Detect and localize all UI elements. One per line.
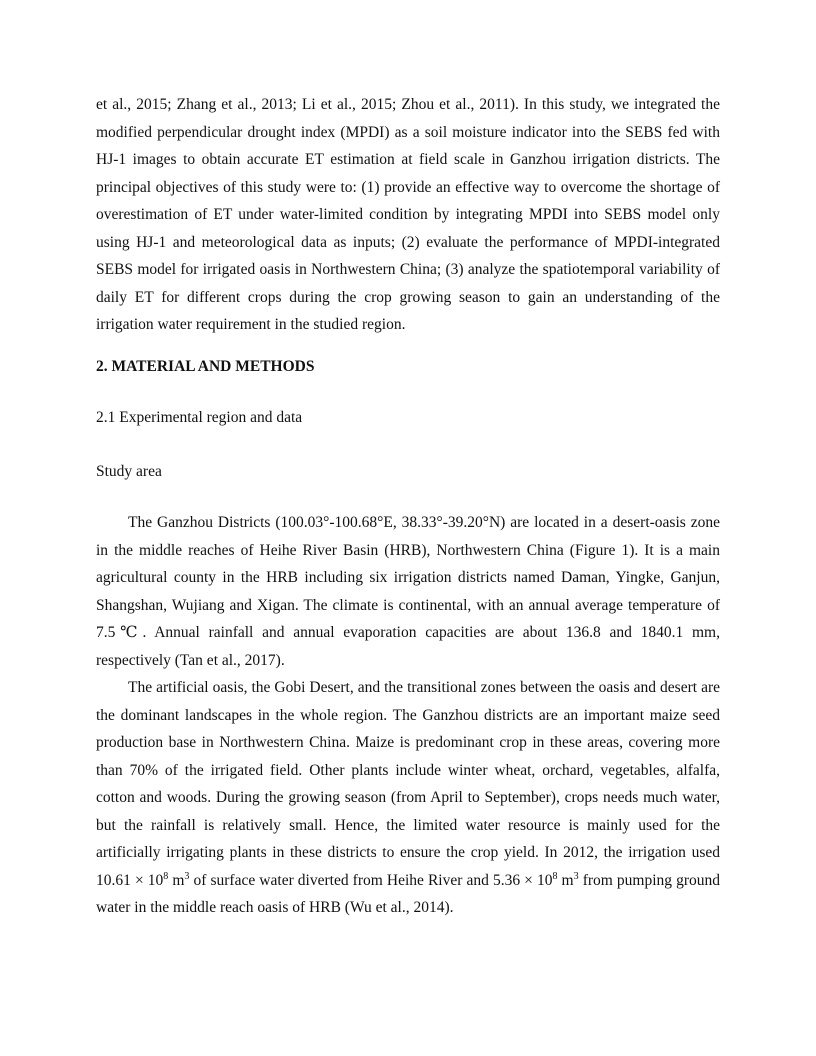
study-area-paragraph-2 (96, 674, 720, 922)
subsubsection-heading: Study area (96, 462, 162, 480)
superscript-exponent: 8 (163, 870, 169, 882)
paragraph-text-segment: The artificial oasis, the Gobi Desert, and the transitional zones between the oasis and desert are the dominant landscapes in the whole region. The Ganzhou districts are an important maize seed production base in Northwestern China. Maize is predominant crop in these areas, covering more than 70% of the irrigated field. Other plants include winter wheat, orchard, vegetables, alfalfa, cotton and woods. During the growing season (from April to September), crops needs much water, but the rainfall is relatively small. Hence, the limited water resource is mainly used for the artificially irrigating plants in these districts to ensure the crop yield. In 2012, the irrigation used 10.61 × 10 (96, 679, 720, 889)
paragraph-text-segment: m (557, 871, 574, 889)
superscript-exponent: 3 (573, 870, 579, 882)
study-area-paragraph-1: The Ganzhou Districts (100.03°-100.68°E, 38.33°-39.20°N) are located in a desert-oasis zone in the middle reaches of Heihe River Basin (HRB), Northwestern China (Figure 1). It is a main agricultural county in the HRB including six irrigation districts named Daman, Yingke, Ganjun, Shangshan, Wujiang and Xigan. The climate is continental, with an annual average temperature of 7.5℃. Annual rainfall and annual evaporation capacities are about 136.8 and 1840.1 mm, respectively (Tan et al., 2017). (96, 514, 720, 669)
paper-page (96, 91, 720, 922)
intro-paragraph: et al., 2015; Zhang et al., 2013; Li et al., 2015; Zhou et al., 2011). In this study, we integrated the modified perpendicular drought index (MPDI) as a soil moisture indicator into the SEBS fed with HJ-1 images to obtain accurate ET estimation at field scale in Ganzhou irrigation districts. The principal objectives of this study were to: (1) provide an effective way to overcome the shortage of overestimation of ET under water-limited condition by integrating MPDI into SEBS model only using HJ-1 and meteorological data as inputs; (2) evaluate the performance of MPDI-integrated SEBS model for irrigated oasis in Northwestern China; (3) analyze the spatiotemporal variability of daily ET for different crops during the crop growing season to gain an understanding of the irrigation water requirement in the studied region. (96, 96, 720, 333)
superscript-exponent: 3 (184, 870, 190, 882)
paragraph-text-segment: from pumping ground water in the middle reach oasis of HRB (Wu et al., 2014). (96, 871, 720, 916)
superscript-exponent: 8 (552, 870, 558, 882)
section-heading: 2. MATERIAL AND METHODS (96, 357, 315, 375)
subsection-heading: 2.1 Experimental region and data (96, 409, 303, 426)
paragraph-text-segment: m (168, 871, 185, 889)
paragraph-text-segment: of surface water diverted from Heihe River and 5.36 × 10 (189, 871, 553, 889)
